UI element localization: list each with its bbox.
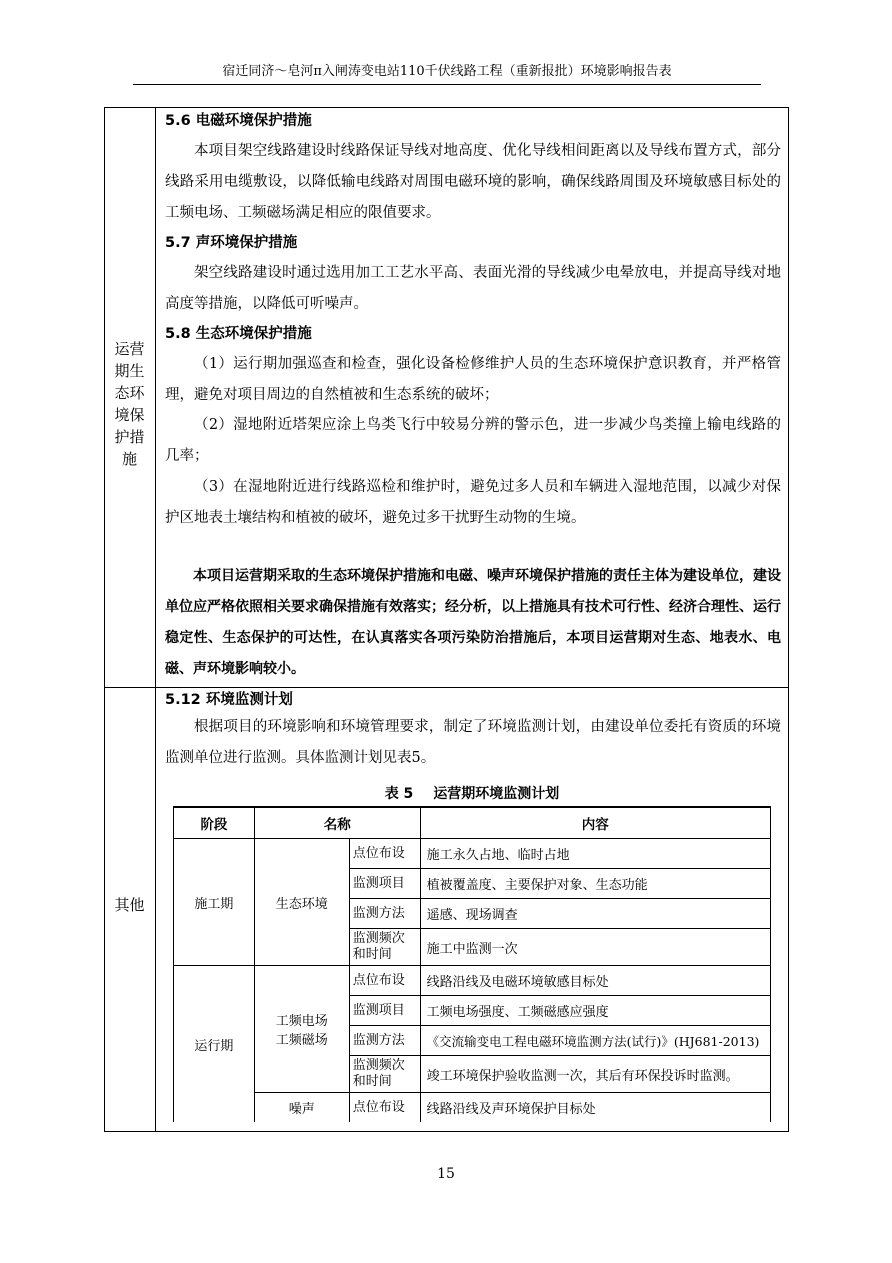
label-column-divider	[155, 107, 156, 1132]
label-line: 运营	[114, 340, 145, 358]
ecology-measure-3: （3）在湿地附近进行线路巡检和维护时，避免过多人员和车辆进入湿地范围，以减少对保护区地表土壤结构和植被的破坏，避免过多干扰野生动物的生境。	[165, 479, 781, 526]
running-header: 宿迁同济～皂河π入闸涛变电站110千伏线路工程（重新报批）环境影响报告表	[222, 64, 672, 79]
paragraph-acoustic: 架空线路建设时通过选用加工工艺水平高、表面光滑的导线减少电晕放电，并提高导线对地高度等措施，以降低可听噪声。	[165, 265, 781, 312]
cell-key: 监测频次和时间	[349, 1056, 420, 1093]
label-line: 态环	[114, 384, 145, 402]
section-title-5-8: 5.8 生态环境保护措施	[165, 326, 312, 342]
cell-value: 施工永久占地、临时占地	[420, 839, 770, 869]
other-label: 其他	[114, 896, 145, 914]
cell-value: 遥感、现场调查	[420, 899, 770, 929]
table-caption-number: 表 5	[384, 786, 414, 802]
cell-key: 点位布设	[349, 966, 420, 996]
stage-operation: 运行期	[174, 966, 255, 1123]
cell-key: 监测方法	[349, 1026, 420, 1056]
cell-value: 线路沿线及声环境保护目标处	[420, 1093, 770, 1123]
label-line: 护措	[114, 428, 145, 446]
section-title-5-12: 5.12 环境监测计划	[165, 692, 293, 708]
cell-value: 竣工环境保护验收监测一次，其后有环保投诉时监测。	[420, 1056, 770, 1093]
monitoring-plan-table	[173, 806, 771, 1122]
paragraph-monitoring-plan: 根据项目的环境影响和环境管理要求，制定了环境监测计划，由建设单位委托有资质的环境监测单位进行监测。具体监测计划见表5。	[165, 719, 781, 766]
section-title-5-6: 5.6 电磁环境保护措施	[165, 113, 312, 129]
label-line: 境保	[114, 406, 145, 424]
ecology-measure-2: （2）湿地附近塔架应涂上鸟类飞行中较易分辨的警示色，进一步减少鸟类撞上输电线路的几率；	[165, 417, 781, 464]
section-title-5-7: 5.7 声环境保护措施	[165, 235, 298, 251]
page-number: 15	[437, 1166, 455, 1182]
cell-value: 线路沿线及电磁环境敏感目标处	[420, 966, 770, 996]
table-caption	[173, 784, 771, 804]
cell-key: 点位布设	[349, 839, 420, 869]
table-row	[174, 1093, 771, 1123]
header-rule	[133, 84, 761, 85]
cell-value: 植被覆盖度、主要保护对象、生态功能	[420, 869, 770, 899]
stage-construction: 施工期	[174, 839, 255, 966]
header-stage: 阶段	[174, 807, 255, 839]
paragraph-electromagnetic: 本项目架空线路建设时线路保证导线对地高度、优化导线相间距离以及导线布置方式，部分线路采用电缆敷设，以降低输电线路对周围电磁环境的影响，确保线路周围及环境敏感目标处的工频电场、工频磁场满足相应的限值要求。	[165, 143, 781, 221]
cell-key: 点位布设	[349, 1093, 420, 1123]
cell-key: 监测项目	[349, 869, 420, 899]
label-line: 施	[121, 450, 137, 468]
operation-conclusion: 本项目运营期采取的生态环境保护措施和电磁、噪声环境保护措施的责任主体为建设单位，建设单位应严格依照相关要求确保措施有效落实；经分析，以上措施具有技术可行性、经济合理性、运行稳定性、生态保护的可达性，在认真落实各项污染防治措施后，本项目运营期对生态、地表水、电磁、声环境影响较小。	[165, 568, 781, 677]
item-noise: 噪声	[254, 1093, 349, 1123]
cell-value: 工频电场强度、工频磁感应强度	[420, 996, 770, 1026]
section-divider	[104, 687, 789, 688]
table-row	[174, 839, 771, 869]
table-caption-title: 运营期环境监测计划	[433, 786, 560, 802]
header-name: 名称	[254, 807, 420, 839]
table-header-row	[174, 807, 771, 839]
item-name-line: 工频磁场	[275, 1033, 328, 1048]
item-power-frequency-fields	[254, 966, 349, 1093]
ecology-measure-1: （1）运行期加强巡查和检查，强化设备检修维护人员的生态环境保护意识教育，并严格管理，避免对项目周边的自然植被和生态系统的破坏；	[165, 356, 781, 403]
cell-value: 施工中监测一次	[420, 929, 770, 966]
item-name-line: 工频电场	[275, 1014, 328, 1029]
operation-ecology-label	[104, 338, 155, 470]
cell-value: 《交流输变电工程电磁环境监测方法(试行)》(HJ681-2013)	[420, 1026, 770, 1056]
label-line: 期生	[114, 362, 145, 380]
header-content: 内容	[420, 807, 770, 839]
cell-key: 监测频次和时间	[349, 929, 420, 966]
cell-key: 监测项目	[349, 996, 420, 1026]
cell-key: 监测方法	[349, 899, 420, 929]
item-ecology: 生态环境	[254, 839, 349, 966]
table-row	[174, 966, 771, 996]
